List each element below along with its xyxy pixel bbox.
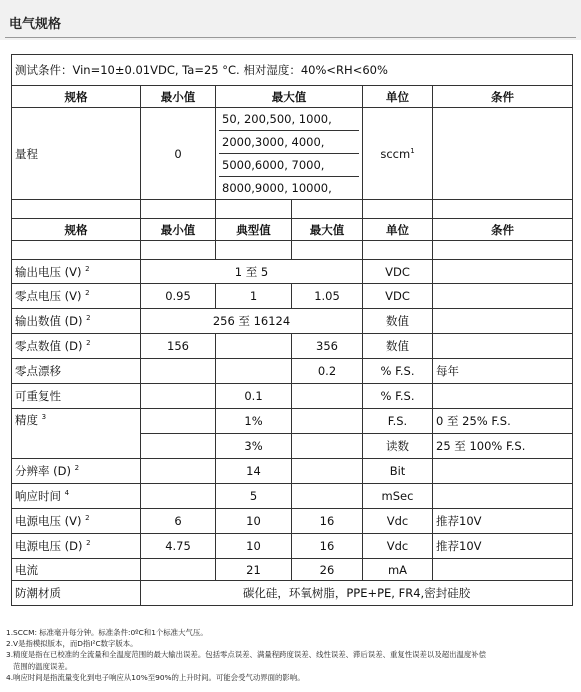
row-label: 电源电压 (D) $^2$ <box>12 534 141 559</box>
row-accuracy-1 <box>12 409 573 434</box>
col-cond-header-2: 条件 <box>433 219 573 241</box>
row-zero-voltage <box>12 284 573 309</box>
col-spec-header-2: 规格 <box>12 219 141 241</box>
max-value: 26 <box>292 559 363 581</box>
row-repeatability <box>12 384 573 409</box>
unit-value: mSec <box>363 484 433 509</box>
typ-value: 1 <box>216 284 292 309</box>
test-conditions-row <box>12 55 573 86</box>
col-unit-header-2: 单位 <box>363 219 433 241</box>
row-label: 输出电压 (V) $^2$ <box>12 260 141 284</box>
row-current <box>12 559 573 581</box>
range-values <box>216 108 363 200</box>
unit-value: mA <box>363 559 433 581</box>
typ-value: 5 <box>216 484 292 509</box>
row-label: 电流 <box>12 559 141 581</box>
section-title: 电气规格 <box>9 17 62 32</box>
material-value: 碳化硅，环氧树脂，PPE+PE, FR4,密封硅胶 <box>141 581 573 606</box>
unit-value: VDC <box>363 284 433 309</box>
typ-value: 1% <box>216 409 292 434</box>
row-label: 分辨率 (D) $^2$ <box>12 459 141 484</box>
max-value: 0.2 <box>292 359 363 384</box>
typ-value: 3% <box>216 434 292 459</box>
unit-value: 数值 <box>363 309 433 334</box>
row-label: 输出数值 (D) $^2$ <box>12 309 141 334</box>
range-value: 50, 200,500, 1000, <box>219 108 359 131</box>
unit-value: Bit <box>363 459 433 484</box>
cond-value: 0 至 25% F.S. <box>433 409 573 434</box>
spec-table <box>11 54 573 606</box>
footnote: 3.精度是指在已校准的全流量和全温度范围的最大输出误差。包括零点误差、满量程跨度误差、线性误差、滞后误差、重复性误差以及超出温度补偿 <box>6 650 487 660</box>
row-label: 防潮材质 <box>12 581 141 606</box>
footnotes <box>6 627 578 683</box>
cond-value: 每年 <box>433 359 573 384</box>
row-supply-voltage-v <box>12 509 573 534</box>
unit-value: Vdc <box>363 509 433 534</box>
col-cond-header: 条件 <box>433 86 573 108</box>
typ-value: 1 至 5 <box>141 260 363 284</box>
typ-value: 10 <box>216 509 292 534</box>
row-label: 可重复性 <box>12 384 141 409</box>
min-value: 0.95 <box>141 284 216 309</box>
col-min-header: 最小值 <box>141 86 216 108</box>
col-typ-header-2: 典型值 <box>216 219 292 241</box>
min-value: 156 <box>141 334 216 359</box>
row-output-digital <box>12 309 573 334</box>
row-label: 零点电压 (V) $^2$ <box>12 284 141 309</box>
row-zero-drift <box>12 359 573 384</box>
row-label: 精度 $^3$ <box>12 409 141 459</box>
col-max-header: 最大值 <box>216 86 363 108</box>
cond-value: 25 至 100% F.S. <box>433 434 573 459</box>
unit-value: 数值 <box>363 334 433 359</box>
range-unit: sccm$^1$ <box>363 108 433 200</box>
max-value: 16 <box>292 509 363 534</box>
typ-value: 0.1 <box>216 384 292 409</box>
cond-value: 推荐10V <box>433 534 573 559</box>
typ-value: 256 至 16124 <box>141 309 363 334</box>
test-conditions: 测试条件：Vin=10±0.01VDC, Ta=25 °C. 相对湿度：40%<RH<60% <box>12 55 573 86</box>
range-label: 量程 <box>12 108 141 200</box>
row-zero-digital <box>12 334 573 359</box>
unit-value: % F.S. <box>363 359 433 384</box>
header-row-2 <box>12 219 573 241</box>
col-max-header-2: 最大值 <box>292 219 363 241</box>
footnote: 范围的温度误差。 <box>13 661 73 671</box>
range-row <box>12 108 573 200</box>
spacer-row <box>12 200 573 219</box>
row-label: 电源电压 (V) $^2$ <box>12 509 141 534</box>
typ-value: 14 <box>216 459 292 484</box>
row-label: 零点漂移 <box>12 359 141 384</box>
max-value: 1.05 <box>292 284 363 309</box>
unit-value: Vdc <box>363 534 433 559</box>
min-value: 6 <box>141 509 216 534</box>
unit-value: % F.S. <box>363 384 433 409</box>
range-min: 0 <box>141 108 216 200</box>
range-value: 5000,6000, 7000, <box>219 154 359 177</box>
typ-value: 21 <box>216 559 292 581</box>
unit-value: VDC <box>363 260 433 284</box>
range-value: 2000,3000, 4000, <box>219 131 359 154</box>
min-value: 4.75 <box>141 534 216 559</box>
footnote: 4.响应时间是指流量变化到电子响应从10%至90%的上升时间。可能会受气动界面的影响。 <box>6 672 305 682</box>
col-spec-header: 规格 <box>12 86 141 108</box>
col-unit-header: 单位 <box>363 86 433 108</box>
row-label: 零点数值 (D) $^2$ <box>12 334 141 359</box>
row-supply-voltage-d <box>12 534 573 559</box>
footnote: 1.SCCM: 标准毫升每分钟。标准条件:0ºC和1个标准大气压。 <box>6 628 208 637</box>
row-response-time <box>12 484 573 509</box>
footnote: 2.V是指模拟版本，而D指I²C数字版本。 <box>6 639 138 649</box>
unit-value: 读数 <box>363 434 433 459</box>
row-output-voltage <box>12 260 573 284</box>
section-header <box>0 0 581 40</box>
row-material <box>12 581 573 606</box>
row-label: 响应时间 $^4$ <box>12 484 141 509</box>
header-divider <box>5 37 576 38</box>
header-row-1 <box>12 86 573 108</box>
cond-value: 推荐10V <box>433 509 573 534</box>
unit-value: F.S. <box>363 409 433 434</box>
range-cond <box>433 108 573 200</box>
row-resolution <box>12 459 573 484</box>
col-min-header-2: 最小值 <box>141 219 216 241</box>
max-value: 356 <box>292 334 363 359</box>
range-value: 8000,9000, 10000, <box>222 181 332 195</box>
blank-row <box>12 241 573 260</box>
typ-value: 10 <box>216 534 292 559</box>
max-value: 16 <box>292 534 363 559</box>
